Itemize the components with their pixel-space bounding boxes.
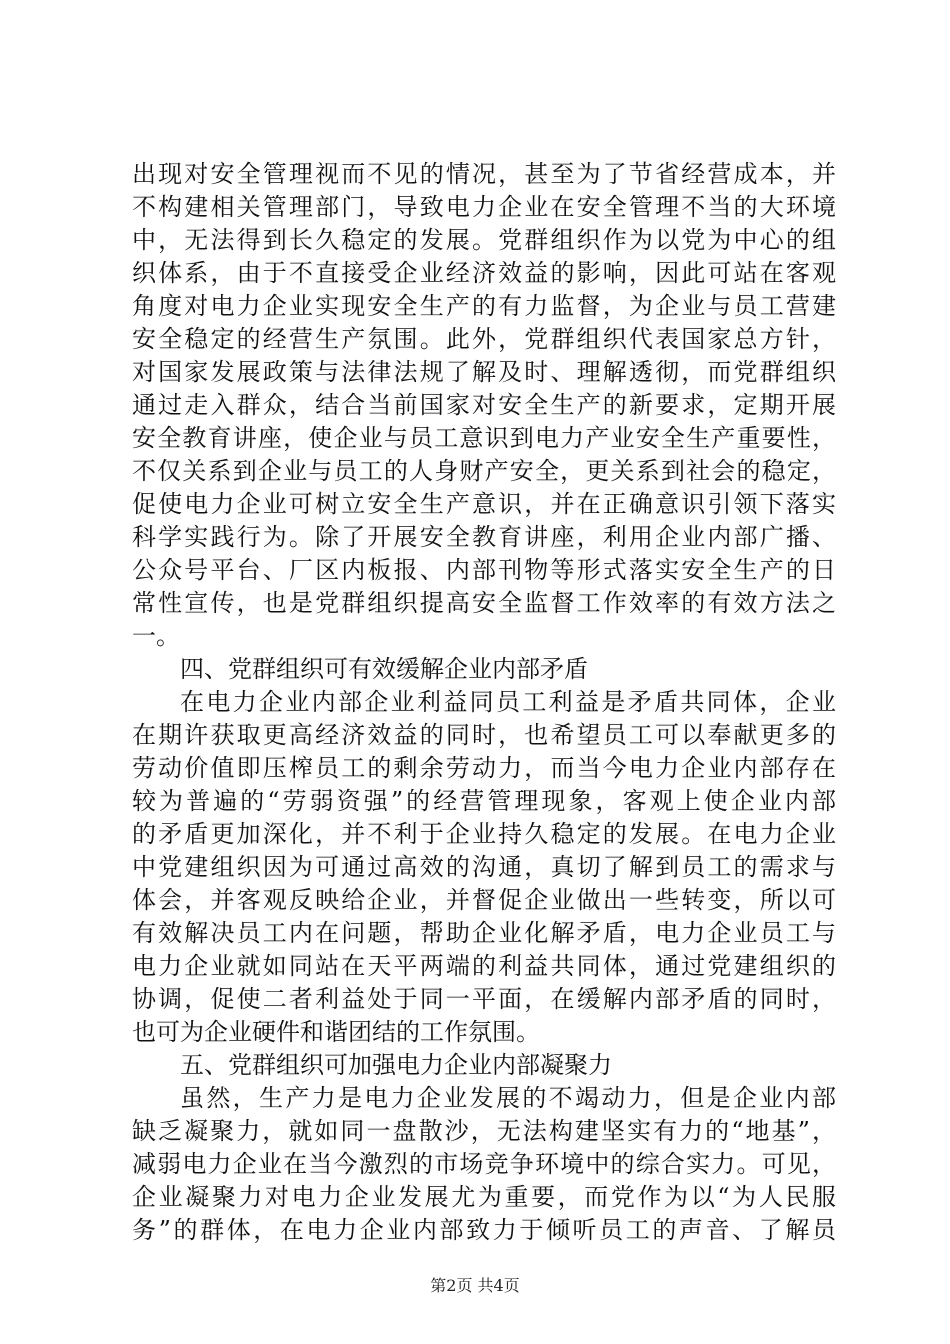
paragraph-line: 缺乏凝聚力，就如同一盘散沙，无法构建坚实有力的“地基”， xyxy=(132,1117,836,1145)
paragraph-line: 安全稳定的经营生产氛围。此外，党群组织代表国家总方针， xyxy=(132,325,836,353)
section-heading: 五、党群组织可加强电力企业内部凝聚力 xyxy=(180,1051,612,1079)
document-body xyxy=(132,158,836,1247)
paragraph-line: 常性宣传，也是党群组织提高安全监督工作效率的有效方法之 xyxy=(132,589,836,617)
paragraph-line: 体会，并客观反映给企业，并督促企业做出一些转变，所以可 xyxy=(132,886,836,914)
paragraph-line: 较为普遍的“劳弱资强”的经营管理现象，客观上使企业内部 xyxy=(132,787,836,815)
paragraph-line: 在期许获取更高经济效益的同时，也希望员工可以奉献更多的 xyxy=(132,721,836,749)
paragraph-line: 的矛盾更加深化，并不利于企业持久稳定的发展。在电力企业 xyxy=(132,820,836,848)
paragraph-line: 公众号平台、厂区内板报、内部刊物等形式落实安全生产的日 xyxy=(132,556,836,584)
paragraph-line: 中党建组织因为可通过高效的沟通，真切了解到员工的需求与 xyxy=(132,853,836,881)
paragraph-line: 安全教育讲座，使企业与员工意识到电力产业安全生产重要性， xyxy=(132,424,836,452)
paragraph-line: 不构建相关管理部门，导致电力企业在安全管理不当的大环境 xyxy=(132,193,836,221)
paragraph-line: 务”的群体，在电力企业内部致力于倾听员工的声音、了解员 xyxy=(132,1216,836,1244)
paragraph-line: 出现对安全管理视而不见的情况，甚至为了节省经营成本，并 xyxy=(132,160,836,188)
paragraph-last-line: 一。 xyxy=(132,622,180,650)
paragraph-line: 促使电力企业可树立安全生产意识，并在正确意识引领下落实 xyxy=(132,490,836,518)
paragraph-line: 通过走入群众，结合当前国家对安全生产的新要求，定期开展 xyxy=(132,391,836,419)
paragraph-line: 织体系，由于不直接受企业经济效益的影响，因此可站在客观 xyxy=(132,259,836,287)
paragraph-first-line: 在电力企业内部企业利益同员工利益是矛盾共同体，企业 xyxy=(180,688,836,716)
paragraph-line: 不仅关系到企业与员工的人身财产安全，更关系到社会的稳定， xyxy=(132,457,836,485)
paragraph-last-line: 也可为企业硬件和谐团结的工作氛围。 xyxy=(132,1018,540,1046)
paragraph-line: 减弱电力企业在当今激烈的市场竞争环境中的综合实力。可见， xyxy=(132,1150,836,1178)
paragraph-line: 角度对电力企业实现安全生产的有力监督，为企业与员工营建 xyxy=(132,292,836,320)
paragraph-first-line: 虽然，生产力是电力企业发展的不竭动力，但是企业内部 xyxy=(180,1084,836,1112)
page-number-footer: 第2页 共4页 xyxy=(430,1276,520,1295)
paragraph-line: 协调，促使二者利益处于同一平面，在缓解内部矛盾的同时， xyxy=(132,985,836,1013)
paragraph-line: 对国家发展政策与法律法规了解及时、理解透彻，而党群组织 xyxy=(132,358,836,386)
paragraph-line: 中，无法得到长久稳定的发展。党群组织作为以党为中心的组 xyxy=(132,226,836,254)
paragraph-line: 劳动价值即压榨员工的剩余劳动力，而当今电力企业内部存在 xyxy=(132,754,836,782)
paragraph-line: 企业凝聚力对电力企业发展尤为重要，而党作为以“为人民服 xyxy=(132,1183,836,1211)
paragraph-line: 科学实践行为。除了开展安全教育讲座，利用企业内部广播、 xyxy=(132,523,836,551)
paragraph-line: 电力企业就如同站在天平两端的利益共同体，通过党建组织的 xyxy=(132,952,836,980)
paragraph-line: 有效解决员工内在问题，帮助企业化解矛盾，电力企业员工与 xyxy=(132,919,836,947)
section-heading: 四、党群组织可有效缓解企业内部矛盾 xyxy=(180,655,588,683)
